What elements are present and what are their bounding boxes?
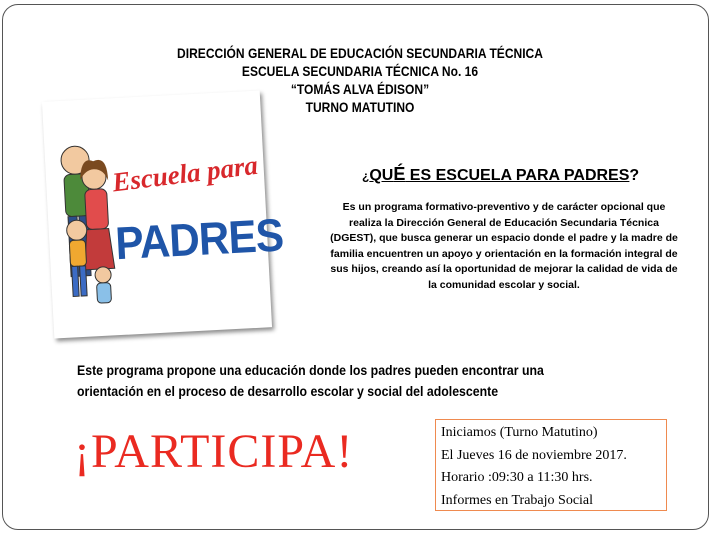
info-line-informes: Informes en Trabajo Social (441, 492, 594, 508)
logo-padres-text: PADRES (114, 208, 285, 270)
header-line-nombre: “TOMÁS ALVA ÉDISON” (290, 81, 430, 97)
question-text-rest: ES ESCUELA PARA PADRES (405, 167, 630, 184)
logo-script-text: Escuela para (110, 149, 260, 198)
question-text-e: É (393, 164, 406, 184)
program-description: Es un programa formativo-preventivo y de carácter opcional que realiza la Dirección General de Educación Secundaria Técnica (DGEST), que busca generar un espacio donde el padre y la madre de familia encuentren un apoyo y orientación en la formación integral de sus hijos, creando así la oportunidad de mejorar la calidad de vida de la comunidad escolar y social. (330, 201, 678, 291)
question-text (369, 164, 630, 184)
header-line-escuela: ESCUELA SECUNDARIA TÉCNICA No. 16 (241, 63, 479, 79)
family-illustration (60, 144, 116, 304)
program-proposal-text: Este programa propone una educación donde los padres pueden encontrar una orientación en el proceso de desarrollo escolar y social del adolescente (77, 362, 544, 399)
question-close-mark: ? (629, 167, 640, 184)
question-open-mark: ¿ (362, 169, 370, 183)
escuela-para-padres-logo (42, 90, 285, 338)
header-line-direccion: DIRECCIÓN GENERAL DE EDUCACIÓN SECUNDARIA TÉCNICA (177, 45, 543, 61)
question-text-qu: QU (369, 167, 394, 184)
participa-call-to-action: ¡PARTICIPA! (74, 425, 354, 478)
info-line-inicio: Iniciamos (Turno Matutino) (441, 425, 598, 440)
header-line-turno: TURNO MATUTINO (305, 99, 415, 115)
info-line-fecha: El Jueves 16 de noviembre 2017. (441, 447, 627, 463)
schedule-info-box (435, 419, 667, 511)
question-heading (362, 164, 682, 186)
info-line-horario: Horario :09:30 a 11:30 hrs. (441, 470, 593, 485)
